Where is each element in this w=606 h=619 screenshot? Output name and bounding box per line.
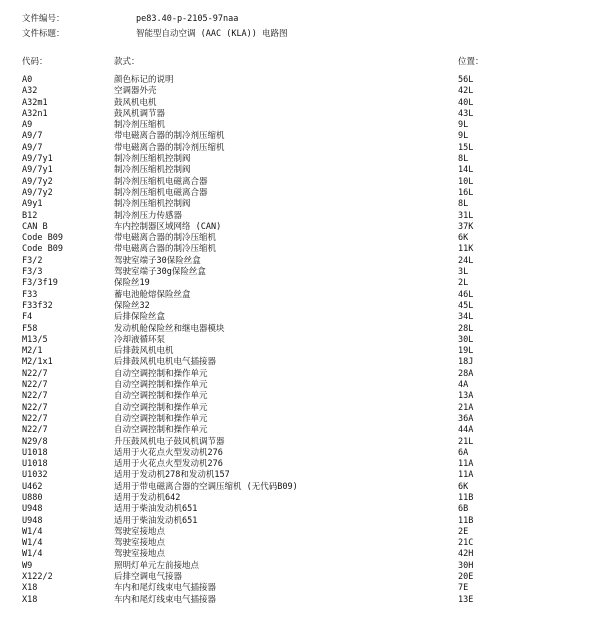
file-number-value: pe83.40-p-2105-97naa	[136, 14, 239, 24]
row-position: 46L	[458, 289, 474, 300]
row-name: 升压鼓风机电子鼓风机调节器	[114, 436, 225, 447]
row-name: 空调器外壳	[114, 86, 157, 97]
table-row	[22, 391, 606, 402]
table-row	[22, 437, 606, 448]
row-name: 带电磁离合器的制冷剂压缩机	[114, 131, 225, 142]
row-name: 制冷剂压缩机	[114, 120, 166, 131]
row-position: 44A	[458, 425, 474, 436]
row-name: 后排保险丝盒	[114, 312, 166, 323]
row-name: 自动空调控制和操作单元	[114, 368, 208, 379]
row-code: A9/7	[22, 131, 43, 142]
row-position: 28L	[458, 323, 474, 334]
table-row	[22, 470, 606, 481]
row-name: 自动空调控制和操作单元	[114, 402, 208, 413]
row-position: 19L	[458, 346, 474, 357]
row-position: 42H	[458, 549, 474, 560]
row-position: 11B	[458, 515, 474, 526]
row-name: 适用于柴油发动机651	[114, 515, 198, 526]
row-name: 冷却液循环泵	[114, 334, 166, 345]
row-code: U880	[22, 492, 43, 503]
row-code: N22/7	[22, 391, 48, 402]
row-name: 自动空调控制和操作单元	[114, 413, 208, 424]
row-position: 21C	[458, 538, 474, 549]
row-code: W1/4	[22, 549, 43, 560]
table-row	[22, 188, 606, 199]
row-code: Code B09	[22, 244, 63, 255]
row-position: 13E	[458, 594, 474, 605]
row-name: 驾驶室接地点	[114, 538, 166, 549]
row-code: A9/7y1	[22, 154, 53, 165]
row-name: 适用于带电磁离合器的空调压缩机 (无代码B09)	[114, 481, 298, 492]
row-position: 36A	[458, 413, 474, 424]
row-code: A32n1	[22, 108, 48, 119]
table-row	[22, 301, 606, 312]
row-name: 发动机舱保险丝和继电器模块	[114, 323, 225, 334]
table-row	[22, 143, 606, 154]
row-code: N22/7	[22, 413, 48, 424]
row-code: W9	[22, 560, 33, 571]
table-row	[22, 267, 606, 278]
row-name: 鼓风机调节器	[114, 108, 166, 119]
table-row	[22, 595, 606, 606]
table-row	[22, 425, 606, 436]
row-position: 28A	[458, 368, 474, 379]
row-code: X122/2	[22, 572, 53, 583]
table-row	[22, 538, 606, 549]
table-row	[22, 177, 606, 188]
row-position: 31L	[458, 210, 474, 221]
table-row	[22, 482, 606, 493]
file-title-label: 文件标题：	[22, 29, 65, 39]
row-name: 适用于火花点火型发动机276	[114, 459, 223, 470]
row-position: 21L	[458, 436, 474, 447]
table-row	[22, 233, 606, 244]
file-number-label: 文件编号：	[22, 14, 65, 24]
row-code: U1032	[22, 470, 48, 481]
row-name: 后排鼓风机电机	[114, 346, 174, 357]
table-row	[22, 120, 606, 131]
row-position: 3L	[458, 267, 469, 278]
row-code: B12	[22, 210, 38, 221]
row-name: 照明灯单元左前接地点	[114, 560, 200, 571]
table-row	[22, 414, 606, 425]
row-name: 自动空调控制和操作单元	[114, 380, 208, 391]
row-position: 14L	[458, 165, 474, 176]
row-name: 适用于火花点火型发动机276	[114, 447, 223, 458]
row-name: 自动空调控制和操作单元	[114, 391, 208, 402]
row-name: 颜色标记的说明	[114, 75, 174, 85]
row-position: 7E	[458, 583, 469, 594]
row-position: 11A	[458, 470, 474, 481]
row-name: 后排空调电气接器	[114, 572, 183, 583]
row-position: 37K	[458, 221, 474, 232]
row-code: A9/7y2	[22, 176, 53, 187]
table-row	[22, 459, 606, 470]
table-row	[22, 583, 606, 594]
row-position: 43L	[458, 108, 474, 119]
table-row	[22, 493, 606, 504]
row-position: 24L	[458, 255, 474, 266]
table-row	[22, 572, 606, 583]
row-code: M2/1x1	[22, 357, 53, 368]
document-meta	[22, 12, 288, 42]
table-row	[22, 357, 606, 368]
table-row	[22, 109, 606, 120]
file-title-value: 智能型自动空调 (AAC (KLA)) 电路图	[136, 29, 288, 39]
table-row	[22, 75, 606, 86]
row-code: U948	[22, 515, 43, 526]
header-position: 位置：	[458, 57, 484, 67]
row-name: 自动空调控制和操作单元	[114, 425, 208, 436]
row-code: M13/5	[22, 334, 48, 345]
row-code: A32m1	[22, 97, 48, 108]
table-row	[22, 278, 606, 289]
row-code: A32	[22, 86, 38, 97]
table-row	[22, 504, 606, 515]
row-code: U462	[22, 481, 43, 492]
table-row	[22, 380, 606, 391]
row-name: 制冷剂压缩机控制阀	[114, 154, 191, 165]
table-row	[22, 165, 606, 176]
row-code: W1/4	[22, 538, 43, 549]
row-name: 制冷剂压缩机控制阀	[114, 165, 191, 176]
table-row	[22, 256, 606, 267]
row-name: 蓄电池舱熔保险丝盒	[114, 289, 191, 300]
row-name: 后排鼓风机电机电气插接器	[114, 357, 217, 368]
row-code: A9	[22, 120, 33, 131]
table-row	[22, 222, 606, 233]
row-name: 驾驶室接地点	[114, 526, 166, 537]
row-position: 42L	[458, 86, 474, 97]
header-code: 代码：	[22, 57, 48, 67]
row-position: 45L	[458, 300, 474, 311]
row-code: A9/7	[22, 142, 43, 153]
table-row	[22, 516, 606, 527]
row-name: 驾驶室端子30保险丝盒	[114, 255, 201, 266]
row-code: F33f32	[22, 300, 53, 311]
row-code: N22/7	[22, 402, 48, 413]
row-name: 制冷剂压缩机电磁离合器	[114, 176, 208, 187]
table-row	[22, 290, 606, 301]
row-position: 16L	[458, 187, 474, 198]
row-name: 保险丝32	[114, 300, 150, 311]
row-name: 驾驶室端子30g保险丝盒	[114, 267, 206, 278]
table-row	[22, 448, 606, 459]
row-position: 10L	[458, 176, 474, 187]
row-position: 56L	[458, 75, 474, 85]
row-position: 9L	[458, 131, 469, 142]
table-row	[22, 324, 606, 335]
row-code: M2/1	[22, 346, 43, 357]
row-name: 制冷剂压缩机控制阀	[114, 199, 191, 210]
row-code: N29/8	[22, 436, 48, 447]
row-position: 11A	[458, 459, 474, 470]
row-code: F33	[22, 289, 38, 300]
row-code: N22/7	[22, 368, 48, 379]
table-row	[22, 369, 606, 380]
row-name: 鼓风机电机	[114, 97, 157, 108]
component-table	[22, 75, 606, 606]
row-name: 车内和尾灯线束电气插接器	[114, 583, 217, 594]
table-row	[22, 86, 606, 97]
row-position: 6A	[458, 447, 469, 458]
row-code: U948	[22, 504, 43, 515]
table-row	[22, 346, 606, 357]
row-position: 2L	[458, 278, 469, 289]
row-position: 15L	[458, 142, 474, 153]
row-position: 8L	[458, 154, 469, 165]
table-row	[22, 335, 606, 346]
row-position: 30L	[458, 334, 474, 345]
row-position: 6K	[458, 481, 469, 492]
table-row	[22, 549, 606, 560]
row-position: 11B	[458, 492, 474, 503]
row-code: Code B09	[22, 233, 63, 244]
row-code: N22/7	[22, 380, 48, 391]
row-name: 制冷剂压缩机电磁离合器	[114, 187, 208, 198]
row-position: 30H	[458, 560, 474, 571]
row-position: 20E	[458, 572, 474, 583]
row-name: 制冷剂压力传感器	[114, 210, 183, 221]
table-row	[22, 98, 606, 109]
row-position: 11K	[458, 244, 474, 255]
row-name: 适用于柴油发动机651	[114, 504, 198, 515]
row-position: 40L	[458, 97, 474, 108]
row-name: 适用于发动机278和发动机157	[114, 470, 230, 481]
row-code: A9/7y1	[22, 165, 53, 176]
row-name: 适用于发动机642	[114, 492, 181, 503]
row-name: 带电磁离合器的制冷剂压缩机	[114, 142, 225, 153]
row-position: 13A	[458, 391, 474, 402]
row-code: A9y1	[22, 199, 43, 210]
row-code: X18	[22, 583, 38, 594]
row-code: F4	[22, 312, 33, 323]
row-position: 4A	[458, 380, 469, 391]
row-position: 34L	[458, 312, 474, 323]
table-row	[22, 244, 606, 255]
row-code: U1018	[22, 447, 48, 458]
row-name: 车内和尾灯线束电气插接器	[114, 594, 217, 605]
file-title-row	[22, 27, 288, 42]
row-name: 保险丝19	[114, 278, 150, 289]
table-row	[22, 131, 606, 142]
table-row	[22, 561, 606, 572]
row-position: 6K	[458, 233, 469, 244]
row-position: 9L	[458, 120, 469, 131]
row-name: 驾驶室接地点	[114, 549, 166, 560]
row-name: 车内控制器区域网络 (CAN)	[114, 221, 222, 232]
table-row	[22, 154, 606, 165]
row-code: CAN B	[22, 221, 48, 232]
table-row	[22, 403, 606, 414]
table-row	[22, 527, 606, 538]
row-name: 带电磁离合器的制冷压缩机	[114, 244, 217, 255]
row-position: 18J	[458, 357, 474, 368]
table-row	[22, 199, 606, 210]
header-name: 款式：	[114, 57, 140, 67]
row-position: 2E	[458, 526, 469, 537]
row-code: A0	[22, 75, 33, 85]
row-code: W1/4	[22, 526, 43, 537]
row-name: 带电磁离合器的制冷压缩机	[114, 233, 217, 244]
row-code: F58	[22, 323, 38, 334]
row-code: F3/2	[22, 255, 43, 266]
row-position: 8L	[458, 199, 469, 210]
row-code: A9/7y2	[22, 187, 53, 198]
table-row	[22, 211, 606, 222]
table-row	[22, 312, 606, 323]
table-header	[22, 56, 606, 68]
row-code: U1018	[22, 459, 48, 470]
row-code: F3/3f19	[22, 278, 58, 289]
row-code: F3/3	[22, 267, 43, 278]
row-code: X18	[22, 594, 38, 605]
row-code: N22/7	[22, 425, 48, 436]
row-position: 6B	[458, 504, 469, 515]
file-number-row	[22, 12, 288, 27]
row-position: 21A	[458, 402, 474, 413]
